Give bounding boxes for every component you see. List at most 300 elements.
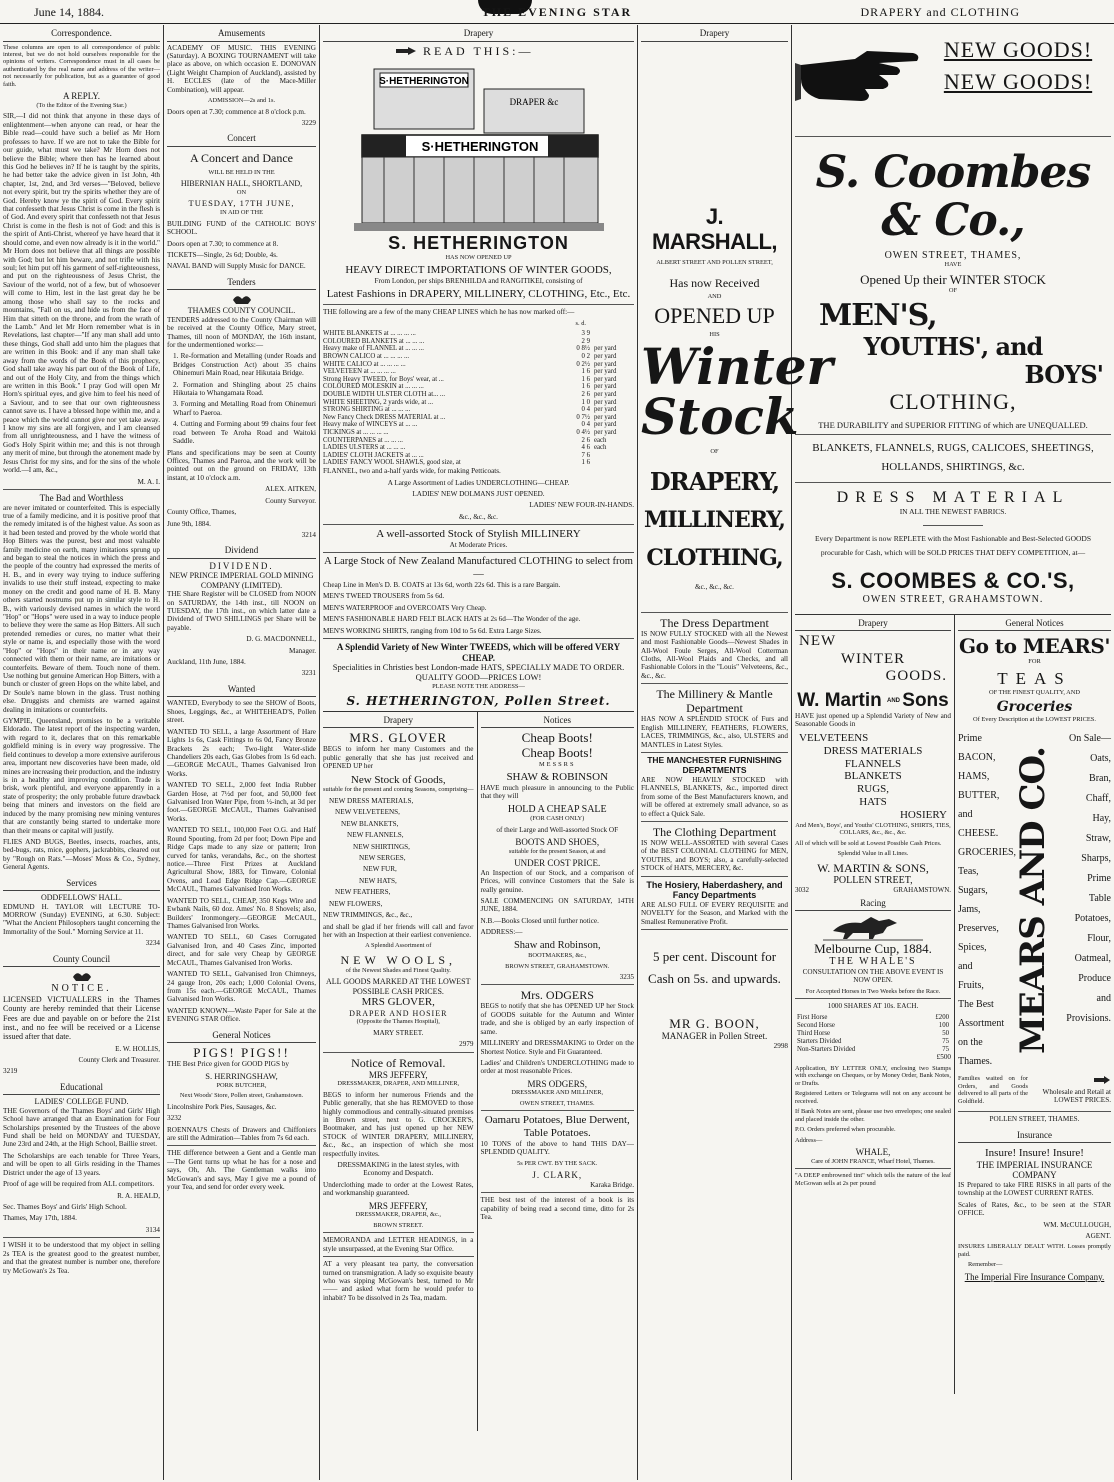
has-now-received: Has now Received bbox=[669, 276, 760, 291]
bank-notes-note: If Bank Notes are sent, please use two envelopes; one sealed and placed inside the other. bbox=[795, 1108, 951, 1123]
price-item: TICKINGS at ... ... ... ... bbox=[323, 429, 389, 437]
price-unit bbox=[590, 330, 634, 338]
price-item: BROWN CALICO at ... ... ... ... bbox=[323, 352, 410, 360]
dividend-company: NEW PRINCE IMPERIAL GOLD MINING COMPANY (LIMITED). bbox=[169, 571, 314, 590]
new-goods-2: NEW GOODS! bbox=[943, 68, 1093, 94]
dress-material: DRESS MATERIAL bbox=[836, 489, 1070, 507]
price-unit bbox=[590, 452, 634, 460]
hetherington-name: S. HETHERINGTON bbox=[388, 232, 569, 253]
tcc-plans: Plans and specifications may be seen at County Offices, Thames and Paeroa, and the work will be pointed out on the ground on FRIDAY, 13th instant, at 10 o'clock a.m. bbox=[167, 448, 316, 482]
clark-address: Karaka Bridge. bbox=[590, 1180, 634, 1189]
boon-name: MR G. BOON, bbox=[669, 1016, 760, 1032]
academy-number: 3229 bbox=[301, 118, 316, 127]
price-unit bbox=[590, 338, 634, 346]
dolmans-note: LADIES' NEW DOLMANS JUST OPENED. bbox=[412, 489, 545, 498]
martin-grahamstown: GRAHAMSTOWN. bbox=[893, 886, 951, 895]
jeffery-trade-2: DRESSMAKER, DRAPER, &c., bbox=[355, 1211, 442, 1219]
price-row bbox=[323, 452, 634, 460]
martin-list-3: FLANNELS bbox=[844, 757, 902, 770]
price-unit: per yard bbox=[594, 345, 617, 353]
price-item: COLOURED BLANKETS at ... ... ... bbox=[323, 337, 425, 345]
mears-left-list bbox=[958, 729, 1016, 1071]
odgers-body: BEGS to notify that she has OPENED UP her Stock of GOODS suitable for the Autumn and Winter trade, and she is obliged by an early inspection of same. bbox=[480, 1002, 634, 1036]
jeffery-underclothing: Underclothing made to order at the Lowest Rates, and workmanship guaranteed. bbox=[323, 1180, 474, 1198]
mears-list-item: Oatmeal, bbox=[1074, 953, 1111, 965]
mccullough-name: WM. McCULLOUGH, bbox=[1043, 1220, 1111, 1229]
martin-list-5: RUGS, bbox=[856, 783, 890, 796]
martin-body: HAVE just opened up a Splendid Variety of New and Seasonable Goods in bbox=[795, 711, 951, 729]
pigs-title: PIGS! PIGS!! bbox=[193, 1045, 290, 1061]
marshall-name: J. MARSHALL, bbox=[651, 203, 778, 255]
reply-signature: M. A. I. bbox=[137, 477, 160, 486]
mears-list-item: Spices, bbox=[958, 942, 987, 954]
bad-worthless-body: are never imitated or counterfeited. This is especially true of a family medicine, and it is positive proof that the remedy imitated is of the highest value. As soon as it had been tested and proved by the whole world that Hop Bitters was the purest, best and most valuable family medicine on earth, many imitations sprung up and began to steal the notices in which the press and the people of the country had expressed the merits of H. B., and in every way trying to induce suffering invalids to use their stuff instead, expecting to make money on the credit and good name of H. B. Many others started nostrums put up in similar style to H. B., with variously devised names in which the word "Hop" or "Hops" were used in a way to induce people to believe they were the same as Hop Bitters. All such pretended remedies or cures, no matter what their style or name is, and especially those with the word "Hop" or "Hops" in their name or in any way connected with them or their name, are imitations or counterfeits. Beware of them. Touch none of them. Use nothing but genuine American Hop Bitters, with a bunch or cluster of green Hops on the white label, and Dr Soule's name blown in the glass. Trust nothing else. Druggists and chemists are warned against dealing in imitations or counterfeits. bbox=[3, 503, 160, 714]
cheap-boots-title-2: Cheap Boots! bbox=[521, 745, 593, 761]
glover-list-7: NEW FUR, bbox=[363, 865, 397, 874]
glover-suitable: suitable for the present and coming Seasons, comprising— bbox=[323, 786, 474, 794]
price-unit: each bbox=[594, 436, 607, 444]
section-heading-correspondence: Correspondence. bbox=[3, 25, 160, 42]
shaw-robinson-title: SHAW & ROBINSON bbox=[506, 770, 609, 783]
owen-street-thames: OWEN STREET, THAMES, bbox=[884, 249, 1022, 261]
specialities-note: Specialities in Christies best London-made HATS, SPECIALLY MADE TO ORDER. QUALITY GOOD—PRICES LOW! bbox=[332, 662, 625, 683]
price-item: DOUBLE WIDTH ULSTER CLOTH at... ... bbox=[323, 391, 446, 398]
mears-list-item: The Best Assortment on the Thames. bbox=[958, 999, 1005, 1068]
every-description: Of Every Description at the LOWEST PRICES. bbox=[973, 715, 1096, 723]
boon-title: MANAGER in Pollen Street. bbox=[661, 1031, 768, 1042]
price-unit: per yard bbox=[594, 375, 617, 383]
prize-amount: £200 bbox=[935, 1013, 949, 1021]
martin-and-mens: And Men's, Boys', and Youths' CLOTHING, SHIRTS, TIES, COLLARS, &c., &c., &c. bbox=[795, 821, 951, 837]
cheap-lines-intro: THE following are a few of the many CHEAP LINES which he has now marked off:— bbox=[323, 308, 575, 317]
mears-list-item: Preserves, bbox=[958, 923, 999, 935]
glover-list-9: NEW FEATHERS, bbox=[335, 888, 391, 897]
mears-list-item: Jams, bbox=[958, 904, 981, 916]
price-row bbox=[323, 399, 634, 407]
price-row bbox=[323, 353, 634, 361]
hetherington-opened: HAS NOW OPENED UP bbox=[445, 253, 512, 261]
blankets-list: BLANKETS, FLANNELS, RUGS, CALICOES, SHEETINGS, HOLLANDS, SHIRTINGS, &c. bbox=[812, 441, 1094, 474]
price-item: Strong Heavy TWEED, for Boys' wear, at ... bbox=[323, 375, 444, 383]
price-row bbox=[323, 338, 634, 346]
notice-number: 3219 bbox=[3, 1067, 18, 1076]
underclothing-note: A Large Assortment of Ladies UNDERCLOTHING—CHEAP. bbox=[387, 478, 570, 487]
pigs-trade: PORK BUTCHER, bbox=[216, 1081, 267, 1089]
glover-number: 2979 bbox=[459, 1040, 474, 1049]
section-heading-general-notices-5: General Notices bbox=[958, 615, 1111, 632]
wanted-item-2: WANTED TO SELL, a large Assortment of Hare Lights 1s 6s, Cask Fittings to 6s 0d, Fancy Bronze Brackets 2s each; Two-light Water-slide Chandeliers 20s each, Gas Globes from 1s 6d each.—GEORGE McCAUL, Thames Galvanised Iron Works. bbox=[167, 727, 316, 778]
tcc-item-3: 3. Forming and Metalling Road from Ohinemuri Wharf to Paeroa. bbox=[173, 400, 316, 417]
shaw-address-label: ADDRESS:— bbox=[480, 928, 523, 937]
sale-commencing: SALE COMMENCING ON SATURDAY, 14TH JUNE, 1884. bbox=[480, 897, 634, 914]
price-price: 4 6 bbox=[581, 444, 590, 452]
four-in-hands-note: LADIES' NEW FOUR-IN-HANDS. bbox=[529, 501, 634, 510]
price-row bbox=[323, 376, 634, 384]
concert-will-be-held: WILL BE HELD IN THE bbox=[208, 168, 275, 176]
overcoats-note: MEN'S WATERPROOF and OVERCOATS Very Cheap. bbox=[323, 603, 487, 612]
ladies-college-date: Thames, May 17th, 1884. bbox=[3, 1214, 77, 1223]
price-item: Heavy make of WINCEYS at ... ... bbox=[323, 421, 418, 429]
new-label: NEW bbox=[799, 633, 837, 650]
prize-label: Third Horse bbox=[797, 1029, 831, 1037]
price-row bbox=[323, 421, 634, 429]
shaw-inspection: An Inspection of our Stock, and a comparison of Prices, will convince Customers that the Sale is really genuine. bbox=[480, 868, 634, 894]
martin-name: W. Martin bbox=[797, 689, 882, 711]
mears-list-item: Prime bbox=[1087, 873, 1111, 885]
mears-list-item: HAMS, bbox=[958, 771, 990, 783]
prize-list bbox=[795, 1014, 951, 1054]
concert-title: A Concert and Dance bbox=[190, 150, 293, 165]
odgers-ladies: Ladies' and Children's UNDERCLOTHING made to order at most reasonable Prices. bbox=[480, 1058, 634, 1076]
price-unit: per yard bbox=[594, 383, 617, 391]
mears-list-item: Produce bbox=[1078, 973, 1111, 985]
gympie-item: GYMPIE, Queensland, promises to be a veritable Eldorado. The latest report of the inspecting warden, with regard to it, declares that on this remarkable goldfield mining is in every way progressive. The field continues to develop a more extensive auriferous area, important new discoveries have been made, old mines are increasing their production, and the industry is in a healthy and improving condition. Trade is brisk, work plentiful, and everyone apparently in a state of prosperity; the only probable future drawback being that miners and investors on the field are induced by the many promising new mining ventures that are constantly being started to undertake more than their means or capital will justify. bbox=[3, 717, 160, 835]
shop-sign-top: S·HETHERINGTON bbox=[378, 75, 469, 87]
under-cost-price: UNDER COST PRICE. bbox=[514, 858, 601, 869]
mears-list-item: CHEESE. bbox=[958, 828, 999, 840]
goods-label: GOODS. bbox=[885, 668, 947, 685]
tcc-title: THAMES COUNTY COUNCIL. bbox=[187, 306, 296, 316]
new-goods-1: NEW GOODS! bbox=[943, 37, 1093, 62]
ladies-college-body-3: Proof of age will be required from ALL competitors. bbox=[3, 1180, 155, 1189]
shirts-note: MEN'S WORKING SHIRTS, ranging from 10d to 5s 6d. Extra Large Sizes. bbox=[323, 626, 542, 635]
mears-list-item: Flour, bbox=[1087, 933, 1111, 945]
millinery-word: MILLINERY, bbox=[644, 506, 785, 533]
coombes-name-2: S. COOMBES & CO.'S, bbox=[831, 568, 1075, 594]
notice-signature: E. W. HOLLIS, bbox=[115, 1044, 160, 1053]
families-note: Families waited on for Orders, and Goods delivered to all parts of the Goldfield. bbox=[958, 1075, 1028, 1105]
shaw-number: 3235 bbox=[619, 973, 634, 981]
shaw-brown-street: BROWN STREET, GRAHAMSTOWN. bbox=[505, 962, 610, 970]
academy-admission: ADMISSION—2s and 1s. bbox=[207, 97, 276, 105]
martin-number: 3032 bbox=[795, 886, 809, 895]
concert-date: TUESDAY, 17TH JUNE, bbox=[188, 198, 295, 209]
prize-row bbox=[795, 1046, 951, 1054]
section-heading-educational: Educational bbox=[3, 1079, 160, 1096]
shares-line: 1000 SHARES AT 10s. EACH. bbox=[827, 1002, 919, 1011]
have-label: HAVE bbox=[944, 261, 962, 269]
odgers-millinery: MILLINERY and DRESSMAKING to Order on the Shortest Notice. Style and Fit Guaranteed. bbox=[480, 1039, 634, 1056]
section-heading-amusements: Amusements bbox=[167, 25, 316, 42]
price-price: 7 6 bbox=[581, 451, 590, 459]
registered-note: Registered Letters or Telegrams will not on any account be received. bbox=[795, 1090, 951, 1105]
for-label: FOR bbox=[1028, 658, 1041, 666]
tea-party-note: AT a very pleasant tea party, the conversation turned on transmigration. A lady so exquisite beauty who was sipping McGowan's best, turned to Mr —— and asked what form he would prefer to inhabit? To be dissolved in 2s Tea, madam. bbox=[323, 1260, 474, 1302]
mears-list-item: Teas, bbox=[958, 866, 979, 878]
dress-department-body: IS NOW FULLY STOCKED with all the Newest and most Fashionable Goods—Newest Shades in All-Wool Foule Serges, All-Wool Cotterman Cloths, All-Wool Plaids and Checks, and all Fashionable Colors in the "Louis" Velveteens, &c., &c., &c. bbox=[641, 629, 788, 680]
address-label: Address— bbox=[795, 1136, 823, 1144]
martin-list-1: VELVETEENS bbox=[799, 731, 869, 744]
mens-word: MEN'S, bbox=[819, 297, 937, 333]
every-department: Every Department is now REPLETE with the Most Fashionable and Best-Selected GOODS procurable for Cash, which will be SOLD PRICES THAT DEFY COMPETITION, at— bbox=[815, 533, 1091, 557]
price-item: Heavy make of FLANNEL at ... ... ... bbox=[323, 345, 424, 353]
boon-number: 2998 bbox=[773, 1041, 788, 1050]
correspondence-notice: These columns are open to all correspondence of public interest, but we do not hold ourselves responsible for the opinions of writers. Correspondence must in all cases be authenticated by the real name and address of the writer—not necessarily for publication, but as a guarantee of good faith. bbox=[3, 43, 160, 88]
masthead bbox=[0, 0, 1114, 24]
odgers-address: OWEN STREET, THAMES. bbox=[519, 1099, 595, 1107]
dividend-signature: D. G. MACDONNELL, bbox=[246, 635, 316, 644]
mears-list-item: and bbox=[1096, 993, 1111, 1005]
price-price: 1 6 bbox=[581, 368, 590, 376]
clothing-word-5: CLOTHING, bbox=[889, 388, 1017, 414]
glover-list-4: NEW FLANNELS, bbox=[347, 831, 404, 840]
oamaru-potatoes: Oamaru Potatoes, Blue Derwent, Table Potatoes. bbox=[484, 1114, 630, 1140]
price-item: LADIES' FANCY WOOL SHAWLS, good size, at bbox=[323, 459, 461, 467]
price-item: WHITE SHEETING, 2 yards wide, at ... bbox=[323, 398, 434, 406]
glover-splendid: A Splendid Assortment of bbox=[365, 942, 432, 950]
section-heading-dividend: Dividend bbox=[167, 542, 316, 559]
glover-wools-sub: of the Newest Shades and Finest Quality. bbox=[345, 966, 451, 974]
glover-body: BEGS to inform her many Customers and the public generally that she has just received and OPENED UP her bbox=[323, 745, 474, 771]
prize-label: First Horse bbox=[797, 1013, 828, 1021]
reply-body: SIR,—I did not think that anyone in these days of enlightenment—when anyone can read, or hear the Bible read—could have such a belief as Mr Horn professes to have. If we are not to take the Bible for our guide, what must we take? Mr Horn does not believe the Bible; where then has he learned about this God he believes in? If he is taught by the spirits, he had better take the advice given in 1st John, 4th chapter, 1st, 2nd, and 3rd verses—"Beloved, believe not every spirit, but try the spirits whether they are of God. Hereby know ye the spirit of God. Every spirit that confesseth that Jesus Christ is come in the flesh is of God. And every spirit that confesseth not that Jesus Christ is come in the flesh is not of God: and this is the spirit of Anti-Christ, whereof ye have heard that it should come, and even now already is it in the world." Mr Horn does not believe that all things are possible with God; but let him beware, and not trifle with his soul; let him put off his garment of self-righteousness, and put on the righteousness of Jesus Christ, the Saviour of the world, not of a few, but of whosoever will come to Him, lest in the last great day he be among those who shall say to the rocks and mountains, "Fall on us, and hide us from the face of Him that sitteth on the throne, and from the wrath of the Lamb." And let Mr Horn remember what is in Revelations, last chapter—"If any man shall add unto these things, God shall add unto him the plagues that are written in this Book: and if any man shall take away from the words of the Book of this prophecy, God shall take away his part out of the Book of Life, and out of the Holy City, and from the things which are written in this Book." I pray God will open Mr Horn's spiritual eyes, and give him to feel his need of a Saviour, and to see that our own righteousness cannot save us. I have a blessed hope within me, and a peace which the world cannot give nor yet take away. I know my sins are all forgiven, and I am cleansed from all unrighteousness, and I have the witness of God's Holy Spirit within me; and this is not through any merit of mine, but through the atonement made by Jesus Christ for my sins, and for the sins of the whole world.—I am, &c., bbox=[3, 112, 160, 475]
concert-band: NAVAL BAND will Supply Music for DANCE. bbox=[167, 262, 306, 271]
glover-list-11: NEW TRIMMINGS, &c., &c., bbox=[323, 911, 413, 920]
owen-street-grahamstown: OWEN STREET, GRAHAMSTOWN. bbox=[862, 593, 1044, 605]
dress-department: The Dress Department bbox=[660, 615, 769, 630]
oddfellows-body: EDMUND H. TAYLOR will LECTURE TO-MORROW (Sunday) EVENING, at 6.30. Subject: "What the Ancient Philosophers taught concerning the Immortality of the Soul." Morning Service at 11. bbox=[3, 902, 160, 936]
mears-list-item: and bbox=[958, 961, 973, 973]
insure-title: Insure! Insure! Insure! bbox=[985, 1147, 1084, 1160]
mears-list-item: On Sale— bbox=[1069, 733, 1111, 745]
price-item: COUNTERPANES at ... ... ... bbox=[323, 436, 403, 444]
imperial-company-2: The Imperial Fire Insurance Company. bbox=[964, 1271, 1105, 1282]
remember-label: Remember— bbox=[968, 1261, 1003, 1269]
tea-note: I WISH it to be understood that my object in selling 2s TEA is the greatest good to the greatest number, and that the greatest number is number one, therefore try McGowan's 2s Tea. bbox=[3, 1241, 160, 1275]
etc-marshall: &c., &c., &c. bbox=[695, 583, 734, 592]
reply-title: A REPLY. bbox=[63, 91, 100, 102]
deep-tint-note: "A DEEP embrowned tint" which tells the nature of the leaf McGowan sells at 2s per pound bbox=[795, 1172, 951, 1187]
concert-aid: IN AID OF THE bbox=[219, 209, 264, 217]
section-heading-concert: Concert bbox=[167, 130, 316, 147]
boots-and-shoes: BOOTS AND SHOES, bbox=[515, 837, 600, 848]
suitable-season: suitable for the present Season, at and bbox=[508, 847, 606, 855]
pigs-address: Next Woods' Store, Pollen street, Grahamstown. bbox=[179, 1092, 304, 1100]
price-row bbox=[323, 437, 634, 445]
prize-amount: 75 bbox=[942, 1045, 949, 1053]
shaw-robinson-name: Shaw and Robinson, bbox=[513, 939, 601, 951]
prize-row bbox=[795, 1014, 951, 1022]
price-list bbox=[323, 330, 634, 467]
finest-quality: OF THE FINEST QUALITY, AND bbox=[988, 688, 1081, 696]
section-heading-county-council: County Council bbox=[3, 951, 160, 968]
glover-title: MRS. GLOVER bbox=[349, 730, 448, 746]
shaw-body: HAVE much pleasure in announcing to the Public that they will bbox=[480, 783, 634, 801]
mears-list-item: Table bbox=[1088, 893, 1111, 905]
prize-amount: 50 bbox=[942, 1029, 949, 1037]
hetherington-address: S. HETHERINGTON, Pollen Street. bbox=[346, 693, 611, 708]
price-price: 0 8½ bbox=[576, 345, 590, 353]
martin-list-6: HATS bbox=[859, 796, 887, 809]
po-orders-note: P.O. Orders preferred when procurable. bbox=[795, 1126, 896, 1134]
jeffery-street: BROWN STREET. bbox=[373, 1221, 424, 1229]
tcc-item-4: 4. Cutting and Forming about 99 chains four feet road between Te Aroha Road and Waitoki Saddle. bbox=[173, 420, 316, 446]
wholesale-note: Wholesale and Retail at LOWEST PRICES. bbox=[1042, 1087, 1111, 1105]
mears-list-item: Straw, bbox=[1085, 833, 1111, 845]
prize-label: Starters Divided bbox=[797, 1037, 842, 1045]
price-unit: per yard bbox=[594, 360, 617, 368]
mears-list-item: Bran, bbox=[1089, 773, 1111, 785]
pointing-hand-icon bbox=[795, 33, 925, 113]
price-price: 1 6 bbox=[581, 375, 590, 383]
hats-note: MEN'S FASHIONABLE HARD FELT BLACK HATS at 2s 6d—The Wonder of the age. bbox=[323, 615, 581, 624]
prize-row bbox=[795, 1022, 951, 1030]
mears-list-item: Potatoes, bbox=[1074, 913, 1111, 925]
for-cash-only: (FOR CASH ONLY) bbox=[530, 815, 585, 823]
shaw-bootmakers: BOOTMAKERS, &c., bbox=[528, 952, 587, 960]
mears-list-item: Hay, bbox=[1092, 813, 1111, 825]
price-item: New Fancy Check DRESS MATERIAL at ... bbox=[323, 413, 446, 421]
price-row bbox=[323, 345, 634, 353]
wanted-item-4: WANTED TO SELL, 100,000 Feet O.G. and Half Round Spouting, from 2d per foot; Down Pipe and Ridge Caps made to any size or pattern; Iron curved for tanks, verandahs, &c., on the shortest notice.—Three First Prizes at Auckland Agricultural Show, 1883, for Tinware, Colonial Ovens, and Lead Edge Ridge Cap.—GEORGE McCAUL, Thames Galvanised Iron Works. bbox=[167, 826, 316, 894]
tcc-number: 3214 bbox=[301, 530, 316, 539]
flannel-note: FLANNEL, two and a-half yards wide, for making Petticoats. bbox=[323, 467, 501, 476]
racehorse-icon bbox=[823, 913, 923, 941]
price-row bbox=[323, 383, 634, 391]
tcc-item-2: 2. Formation and Shingling about 25 chains Hikutaia to Whangamata Road. bbox=[173, 380, 316, 398]
price-unit: per yard bbox=[594, 368, 617, 376]
shop-sign-main: S·HETHERINGTON bbox=[421, 138, 538, 154]
academy-doors: Doors open at 7.30; commence at 8 o'clock p.m. bbox=[167, 107, 306, 116]
mears-right-list bbox=[1052, 729, 1111, 1071]
price-unit: per yard bbox=[594, 406, 617, 414]
dividend-title: DIVIDEND. bbox=[209, 560, 274, 571]
glover-name: MRS GLOVER, bbox=[361, 996, 435, 1009]
gent-note: THE difference between a Gent and a Gentle man—The Gent turns up what he has for a nose and says, Oh, Ah. The Gentleman walks into McGowan's and says, May I give me a pound of your Tea, and send for order every week. bbox=[167, 1149, 316, 1192]
insures-note: INSURES LIBERALLY DEALT WITH. Losses promptly paid. bbox=[958, 1243, 1111, 1258]
glover-list-8: NEW HATS, bbox=[359, 876, 397, 885]
section-heading-services: Services bbox=[3, 875, 160, 892]
imperial-body: IS Prepared to take FIRE RISKS in all parts of the township at the LOWEST CURRENT RATES. bbox=[958, 1180, 1111, 1198]
mears-list-item: Fruits, bbox=[958, 980, 984, 992]
oddfellows-title: ODDFELLOWS' HALL. bbox=[41, 893, 122, 903]
concert-hall: HIBERNIAN HALL, SHORTLAND, bbox=[180, 179, 303, 189]
ladies-college-number: 3134 bbox=[145, 1225, 160, 1234]
pigs-name: S. HERRINGSHAW, bbox=[205, 1070, 278, 1081]
winter-label: WINTER bbox=[840, 650, 906, 667]
section-heading-wanted: Wanted bbox=[167, 681, 316, 698]
tons-note: 10 TONS of the above to hand THIS DAY—SPLENDID QUALITY. bbox=[480, 1140, 634, 1157]
jeffery-name: MRS JEFFERY, bbox=[368, 1069, 428, 1080]
price-unit: each bbox=[594, 444, 607, 452]
mears-list-item: Sharps, bbox=[1081, 853, 1111, 865]
dividend-number: 3231 bbox=[301, 669, 316, 678]
books-closed: N.B.—Books Closed until further notice. bbox=[480, 916, 599, 925]
price-item: COLOURED MOLESKIN at ... ... ... bbox=[323, 383, 424, 391]
wanted-item-6: WANTED TO SELL, 60 Cases Corrugated Galvanised Iron, and 40 Cases Zinc, imported direct, and for sale very Cheap by GEORGE McCAUL, Thames Galvanised Iron Works. bbox=[167, 933, 316, 967]
glover-list-10: NEW FLOWERS, bbox=[329, 899, 383, 908]
messrs: MESSRS bbox=[538, 760, 576, 768]
wanted-item-1: WANTED, Everybody to see the SHOW of Boots, Shoes, Leggings, &c., at WHITEHEAD'S, Pollen street. bbox=[167, 699, 316, 725]
price-price: 0 4 bbox=[581, 421, 590, 429]
read-this: READ THIS:— bbox=[423, 43, 534, 58]
tweeds-note: A Splendid Variety of New Winter TWEEDS, which will be offered VERY CHEAP. bbox=[336, 642, 621, 663]
jeffery-name-2: MRS JEFFERY, bbox=[368, 1200, 428, 1211]
odgers-trade: DRESSMAKER AND MILLINER, bbox=[511, 1089, 604, 1097]
mears-list-item: BUTTER, bbox=[958, 790, 1000, 802]
mccullough-agent: AGENT. bbox=[1085, 1232, 1111, 1241]
youths-word: YOUTHS', and bbox=[863, 331, 1043, 361]
mears-list-item: Sugars, bbox=[958, 885, 988, 897]
mears-list-item: Provisions. bbox=[1066, 1013, 1111, 1025]
price-row bbox=[323, 391, 634, 399]
manchester-department-body: ARE NOW HEAVILY STOCKED with FLANNELS, BLANKETS, &c., imported direct from some of the Best Manufacturers known, and will be offered at extremely small advance, so as to effect a Quick Sale. bbox=[641, 775, 788, 818]
clothing-department: The Clothing Department bbox=[652, 824, 777, 839]
glover-list-2: NEW VELVETEENS, bbox=[335, 808, 400, 817]
price-item: LADIES' CLOTH JACKETS at ... ... bbox=[323, 451, 424, 459]
heavy-importations: HEAVY DIRECT IMPORTATIONS OF WINTER GOODS, bbox=[345, 264, 612, 277]
millinery-department: The Millinery & Mantle Department bbox=[656, 687, 773, 716]
whale-address: Care of JOHN FRANCE, Wharf Hotel, Thames. bbox=[811, 1157, 935, 1165]
trousers-note: MEN'S TWEED TROUSERS from 5s 6d. bbox=[323, 592, 445, 601]
section-heading-racing: Racing bbox=[795, 895, 951, 912]
wanted-item-8: WANTED KNOWN—Waste Paper for Sale at the EVENING STAR Office. bbox=[167, 1006, 316, 1024]
glover-marked: ALL GOODS MARKED AT THE LOWEST POSSIBLE CASH PRICES. bbox=[325, 977, 471, 996]
price-row bbox=[323, 444, 634, 452]
clothing-word: CLOTHING, bbox=[646, 544, 783, 571]
durability-note: THE DURABILITY and SUPERIOR FITTING of which are UNEQUALLED. bbox=[818, 419, 1088, 430]
clothing-department-body: IS NOW WELL-ASSORTED with several Cases of the BEST COLONIAL CLOTHING for MEN, YOUTHS, and BOYS; also, a carefully-selected STOCK of HATS, MERCERY, &c. bbox=[641, 838, 788, 873]
pigs-number: 3232 bbox=[167, 1114, 182, 1123]
pointing-hand-icon bbox=[395, 45, 417, 57]
tcc-body: TENDERS addressed to the County Chairman will be received at the County Office, Mary street, Thames, till noon of MONDAY, the 16th instant, for the undermentioned works:— bbox=[167, 315, 316, 349]
clark-name: J. CLARK, bbox=[532, 1170, 583, 1181]
price-row bbox=[323, 406, 634, 414]
newest-fabrics: IN ALL THE NEWEST FABRICS. bbox=[899, 506, 1007, 516]
wanted-item-3: WANTED TO SELL, 2,000 feet India Rubber Garden Hose, at 7½d per foot, and 50,000 feet Galvanised Iron Water Pipe, from ½-inch, at 3d per foot.—GEORGE McCAUL, Thames Galvanised Works. bbox=[167, 781, 316, 823]
price-row bbox=[323, 361, 634, 369]
winter-word: Winter bbox=[641, 337, 833, 397]
shop-engraving-illustration bbox=[354, 59, 604, 231]
price-price: 0 7½ bbox=[576, 413, 590, 421]
melbourne-cup-title: Melbourne Cup, 1884. bbox=[814, 941, 932, 957]
prize-row bbox=[795, 1030, 951, 1038]
ladies-college-signature: R. A. HEALD, bbox=[117, 1191, 160, 1200]
mears-list-item: Chaff, bbox=[1085, 793, 1111, 805]
glover-shall: and shall be glad if her friends will call and favor her with an Inspection at their earliest convenience. bbox=[323, 922, 474, 939]
whales-title: THE WHALE'S bbox=[829, 956, 917, 968]
of-label: OF bbox=[710, 448, 719, 456]
dividend-signature-title: Manager. bbox=[289, 646, 316, 655]
prize-label: Second Horse bbox=[797, 1021, 835, 1029]
pointing-hand-icon bbox=[1093, 1075, 1111, 1085]
prize-row bbox=[795, 1038, 951, 1046]
prize-amount: 75 bbox=[942, 1037, 949, 1045]
imperial-company: THE IMPERIAL INSURANCE COMPANY bbox=[976, 1159, 1093, 1181]
price-unit: per yard bbox=[594, 398, 617, 406]
price-price: 2 6 bbox=[581, 391, 590, 398]
glover-trade: DRAPER AND HOSIER bbox=[349, 1008, 448, 1018]
price-unit: per yard bbox=[594, 352, 617, 360]
price-price: 1 6 bbox=[581, 459, 590, 467]
martin-list-7: HOSIERY bbox=[899, 808, 947, 821]
and-label: AND bbox=[707, 292, 722, 300]
mears-list-item: and bbox=[958, 809, 973, 821]
price-row bbox=[323, 429, 634, 437]
price-price: 2 6 bbox=[581, 436, 590, 444]
discount-note: 5 per cent. Discount for Cash on 5s. and upwards. bbox=[648, 948, 781, 987]
tcc-date: June 9th, 1884. bbox=[167, 519, 211, 528]
ladies-college-body: THE Governors of the Thames Boys' and Girls' High School have arranged that an Examination for Four Scholarships presented by the Trustees of the above Fund shall be held on MONDAY and TUESDAY, June 23rd and 24th, at the High School, Baillie street. bbox=[3, 1106, 160, 1149]
ladies-college-body-2: The Scholarships are each tenable for Three Years, and will be open to all Girls residing in the Thames District under the age of 13 years. bbox=[3, 1151, 160, 1177]
best-test-note: THE best test of the interest of a book is its capability of being read a second time, ditto for 2s Tea. bbox=[480, 1196, 634, 1222]
manchester-department: THE MANCHESTER FURNISHING DEPARTMENTS bbox=[647, 754, 782, 775]
moderate-prices: At Moderate Prices. bbox=[449, 541, 508, 550]
glover-wools: NEW WOOLS, bbox=[340, 952, 457, 967]
column-amusements bbox=[164, 25, 320, 1480]
tcc-item-1: 1. Re-formation and Metalling (under Roads and Bridges Construction Act) about 35 chains Ohinemuri Main Road, near Hikutaia Bridge. bbox=[173, 352, 316, 378]
martin-street: POLLEN STREET, bbox=[833, 874, 913, 886]
